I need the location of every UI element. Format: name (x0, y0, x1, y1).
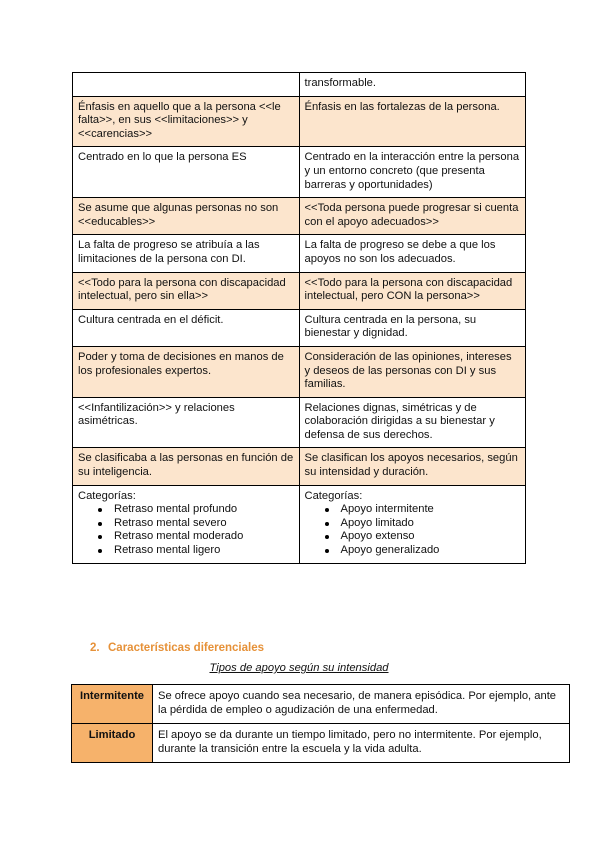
left-cell: Cultura centrada en el déficit. (73, 309, 300, 346)
left-cell: <<Todo para la persona con discapacidad intelectual, pero sin ella>> (73, 272, 300, 309)
right-cell: Relaciones dignas, simétricas y de colaboración dirigidas a su bienestar y defensa de sus derechos. (299, 397, 526, 448)
table-row (73, 198, 526, 235)
support-categories-cell (299, 485, 526, 563)
list-item: Retraso mental severo (114, 517, 294, 531)
left-cell: Se clasificaba a las personas en función de su inteligencia. (73, 448, 300, 485)
right-cell: Énfasis en las fortalezas de la persona. (299, 96, 526, 147)
left-cell: Poder y toma de decisiones en manos de los profesionales expertos. (73, 346, 300, 397)
support-term: Intermitente (72, 685, 153, 724)
section-title-text: Características diferenciales (108, 642, 264, 654)
list-item: Apoyo extenso (341, 530, 521, 544)
left-cell (73, 73, 300, 97)
list-item: Apoyo intermitente (341, 503, 521, 517)
comparison-table (72, 72, 526, 564)
deficit-categories-list (78, 503, 294, 557)
right-cell: Cultura centrada en la persona, su bienestar y dignidad. (299, 309, 526, 346)
table-row (73, 272, 526, 309)
list-item: Retraso mental profundo (114, 503, 294, 517)
table-row (73, 96, 526, 147)
section-number: 2. (90, 642, 100, 654)
support-term: Limitado (72, 724, 153, 763)
table-row (72, 685, 570, 724)
right-cell: Consideración de las opiniones, intereses y deseos de las personas con DI y sus familias. (299, 346, 526, 397)
left-cell: Se asume que algunas personas no son <<educables>> (73, 198, 300, 235)
list-item: Retraso mental moderado (114, 530, 294, 544)
list-item: Retraso mental ligero (114, 544, 294, 558)
right-cell: La falta de progreso se debe a que los apoyos no son los adecuados. (299, 235, 526, 272)
table-row (73, 448, 526, 485)
left-cell: <<Infantilización>> y relaciones asimétricas. (73, 397, 300, 448)
table-row (73, 309, 526, 346)
table-row (73, 147, 526, 198)
table-row (73, 235, 526, 272)
right-cell: Se clasifican los apoyos necesarios, según su intensidad y duración. (299, 448, 526, 485)
table-row (73, 346, 526, 397)
left-cell: Centrado en lo que la persona ES (73, 147, 300, 198)
categories-heading: Categorías: (78, 489, 136, 502)
left-cell: Énfasis en aquello que a la persona <<le falta>>, en sus <<limitaciones>> y <<carencias>> (73, 96, 300, 147)
section-heading (90, 642, 264, 656)
support-categories-list (305, 503, 521, 557)
table-row (72, 724, 570, 763)
support-table-caption: Tipos de apoyo según su intensidad (209, 662, 389, 674)
right-cell: Centrado en la interacción entre la persona y un entorno concreto (que presenta barreras y oportunidades) (299, 147, 526, 198)
table-row (73, 73, 526, 97)
table-row (73, 397, 526, 448)
support-types-table (71, 684, 570, 763)
list-item: Apoyo generalizado (341, 544, 521, 558)
categories-heading: Categorías: (304, 489, 363, 502)
left-cell: La falta de progreso se atribuía a las limitaciones de la persona con DI. (73, 235, 300, 272)
right-cell: <<Toda persona puede progresar si cuenta con el apoyo adecuados>> (299, 198, 526, 235)
support-description: Se ofrece apoyo cuando sea necesario, de manera episódica. Por ejemplo, ante la pérdida de empleo o agudización de una enfermedad. (153, 685, 570, 724)
categories-row (73, 485, 526, 563)
support-description: El apoyo se da durante un tiempo limitado, pero no intermitente. Por ejemplo, durante la transición entre la escuela y la vida adulta. (153, 724, 570, 763)
deficit-categories-cell (73, 485, 300, 563)
list-item: Apoyo limitado (341, 517, 521, 531)
right-cell: <<Todo para la persona con discapacidad intelectual, pero CON la persona>> (299, 272, 526, 309)
right-cell: transformable. (299, 73, 526, 97)
